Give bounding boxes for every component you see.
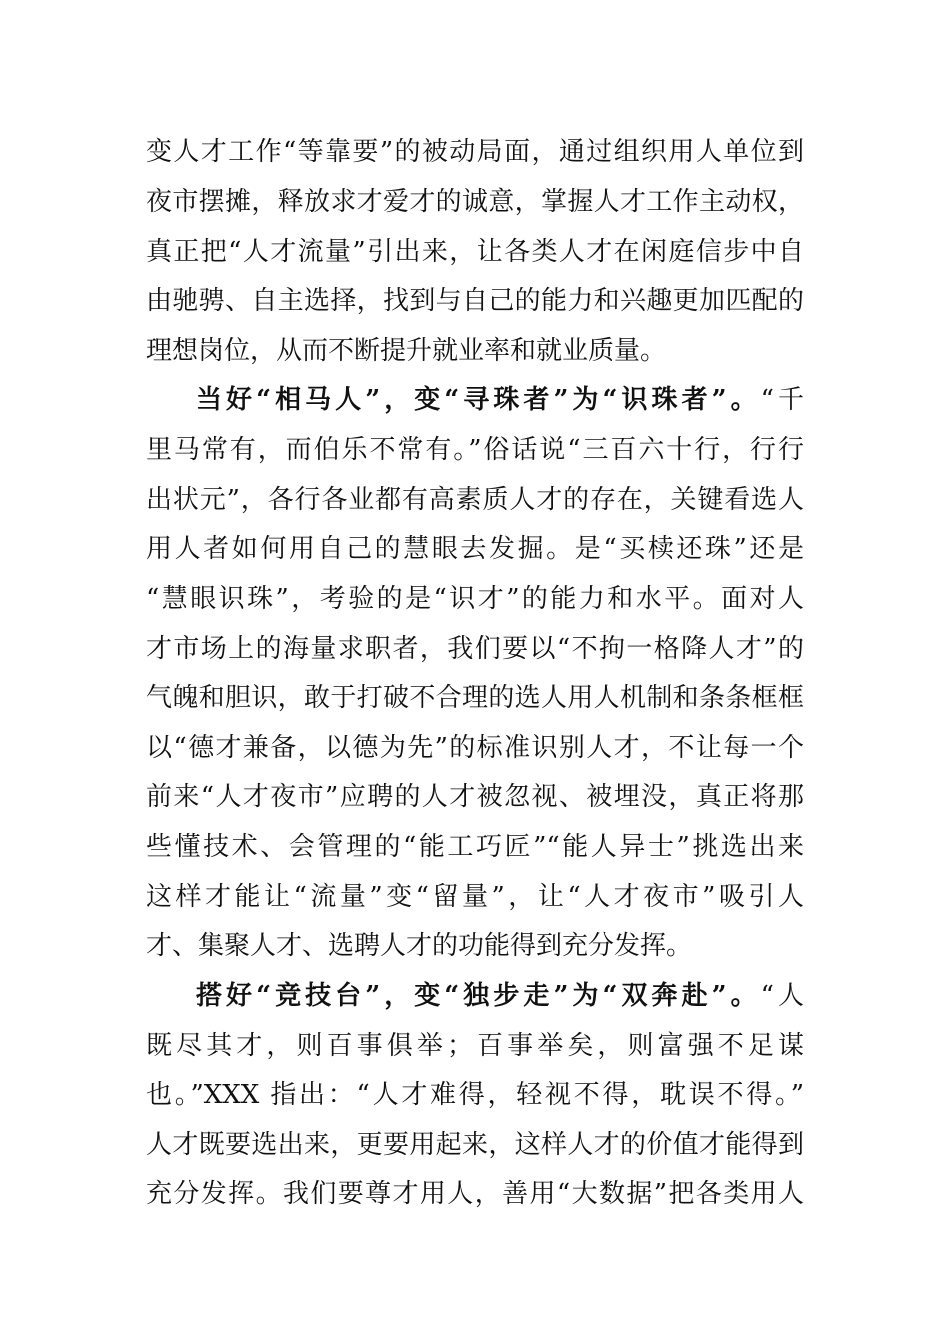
text-line: 也。”XXX 指出：“人才难得，轻视不得，耽误不得。” <box>146 1080 804 1110</box>
paragraph-heading-line <box>196 375 804 425</box>
text-line: 夜市摆摊，释放求才爱才的诚意，掌握人才工作主动权， <box>146 187 804 217</box>
text-line: 以“德才兼备，以德为先”的标准识别人才，不让每一个 <box>146 733 804 763</box>
text-run: “千 <box>760 385 804 415</box>
text-line: 既尽其才，则百事俱举；百事举矣，则富强不足谋 <box>146 1031 804 1061</box>
text-line: 气魄和胆识，敢于打破不合理的选人用人机制和条条框框 <box>146 683 804 713</box>
text-line: 前来“人才夜市”应聘的人才被忽视、被埋没，真正将那 <box>146 782 804 812</box>
text-line: 才市场上的海量求职者，我们要以“不拘一格降人才”的 <box>146 634 804 664</box>
text-line: 人才既要选出来，更要用起来，这样人才的价值才能得到 <box>146 1130 804 1160</box>
text-line: 充分发挥。我们要尊才用人，善用“大数据”把各类用人 <box>146 1179 804 1209</box>
text-line: 理想岗位，从而不断提升就业率和就业质量。 <box>146 336 667 366</box>
text-line: 真正把“人才流量”引出来，让各类人才在闲庭信步中自 <box>146 237 804 267</box>
text-line: “慧眼识珠”，考验的是“识才”的能力和水平。面对人 <box>146 584 804 614</box>
text-line: 这样才能让“流量”变“留量”，让“人才夜市”吸引人 <box>146 882 804 912</box>
text-line: 由驰骋、自主选择，找到与自己的能力和兴趣更加匹配的 <box>146 286 804 316</box>
text-line: 变人才工作“等靠要”的被动局面，通过组织用人单位到 <box>146 137 804 167</box>
text-line: 才、集聚人才、选聘人才的功能得到充分发挥。 <box>146 931 693 961</box>
text-line: 用人者如何用自己的慧眼去发掘。是“买椟还珠”还是 <box>146 534 804 564</box>
text-line: 里马常有，而伯乐不常有。”俗话说“三百六十行，行行 <box>146 435 804 465</box>
paragraph-heading: 搭好“竞技台”，变“独步走”为“双奔赴”。 <box>196 981 761 1011</box>
text-line: 些懂技术、会管理的“能工巧匠”“能人异士”挑选出来 <box>146 832 804 862</box>
text-line: 出状元”，各行各业都有高素质人才的存在，关键看选人 <box>146 485 804 515</box>
paragraph-heading: 当好“相马人”，变“寻珠者”为“识珠者”。 <box>196 385 761 415</box>
text-run: “人 <box>760 981 804 1011</box>
paragraph-heading-line <box>196 971 804 1021</box>
